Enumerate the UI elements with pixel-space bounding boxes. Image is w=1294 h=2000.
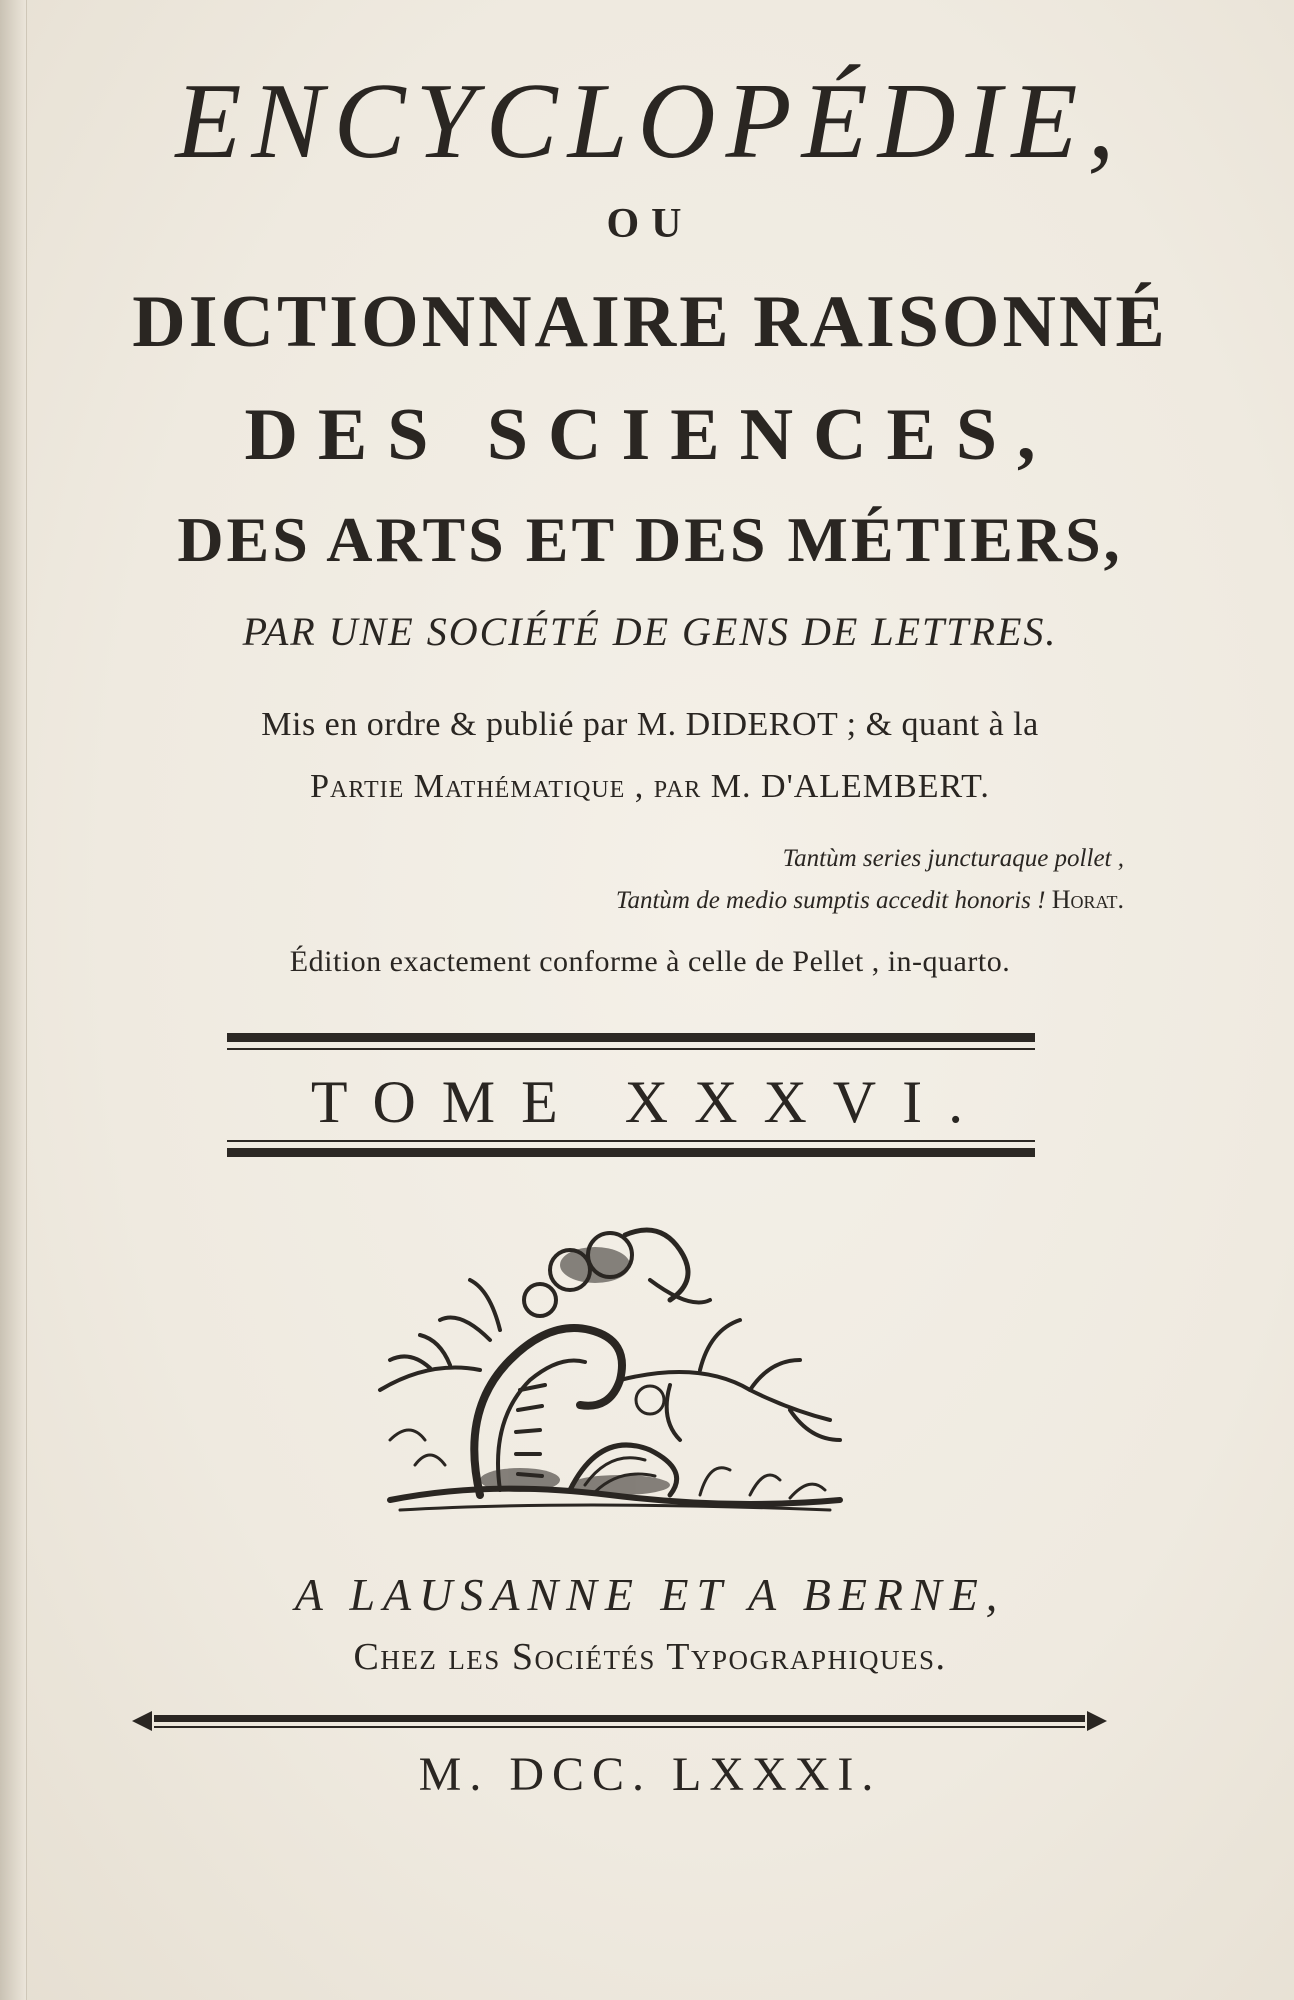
thick-rule-bottom (227, 1148, 1035, 1157)
subtitle-line-2: DES SCIENCES, (244, 394, 1056, 476)
thin-rule-top (227, 1048, 1035, 1050)
edition-note: Édition exactement conforme à celle de Pellet , in-quarto. (289, 945, 1011, 978)
book-title: ENCYCLOPÉDIE, (175, 62, 1125, 181)
cornucopia-vignette (370, 1210, 850, 1520)
thick-rule-top (227, 1033, 1035, 1042)
subtitle-line-1: DICTIONNAIRE RAISONNÉ (132, 281, 1168, 363)
conjunction-ou: OU (606, 201, 694, 247)
publisher: Chez les Sociétés Typographiques. (353, 1636, 947, 1678)
subtitle-line-3: DES ARTS ET DES MÉTIERS, (177, 504, 1123, 575)
authorship-society: PAR UNE SOCIÉTÉ DE GENS DE LETTRES. (242, 609, 1058, 654)
epigraph-line-2-text: Tantùm de medio sumptis accedit honoris ! (615, 887, 1046, 914)
thin-rule-bottom (227, 1140, 1035, 1142)
volume-number: TOME XXXVI. (310, 1069, 990, 1135)
place-of-publication: A LAUSANNE ET A BERNE, (294, 1569, 1006, 1620)
publication-date: M. DCC. LXXXI. (418, 1748, 882, 1801)
epigraph-line-2 (616, 885, 1124, 915)
editors-line-2: Partie Mathématique , par M. D'ALEMBERT. (310, 768, 990, 805)
ornamental-rule (132, 1708, 1107, 1734)
epigraph-line-1: Tantùm series juncturaque pollet , (782, 845, 1124, 872)
epigraph-author: Horat. (1051, 885, 1124, 914)
editors-line-1: Mis en ordre & publié par M. DIDEROT ; & quant à la (261, 706, 1039, 743)
book-spine-edge (0, 0, 27, 2000)
